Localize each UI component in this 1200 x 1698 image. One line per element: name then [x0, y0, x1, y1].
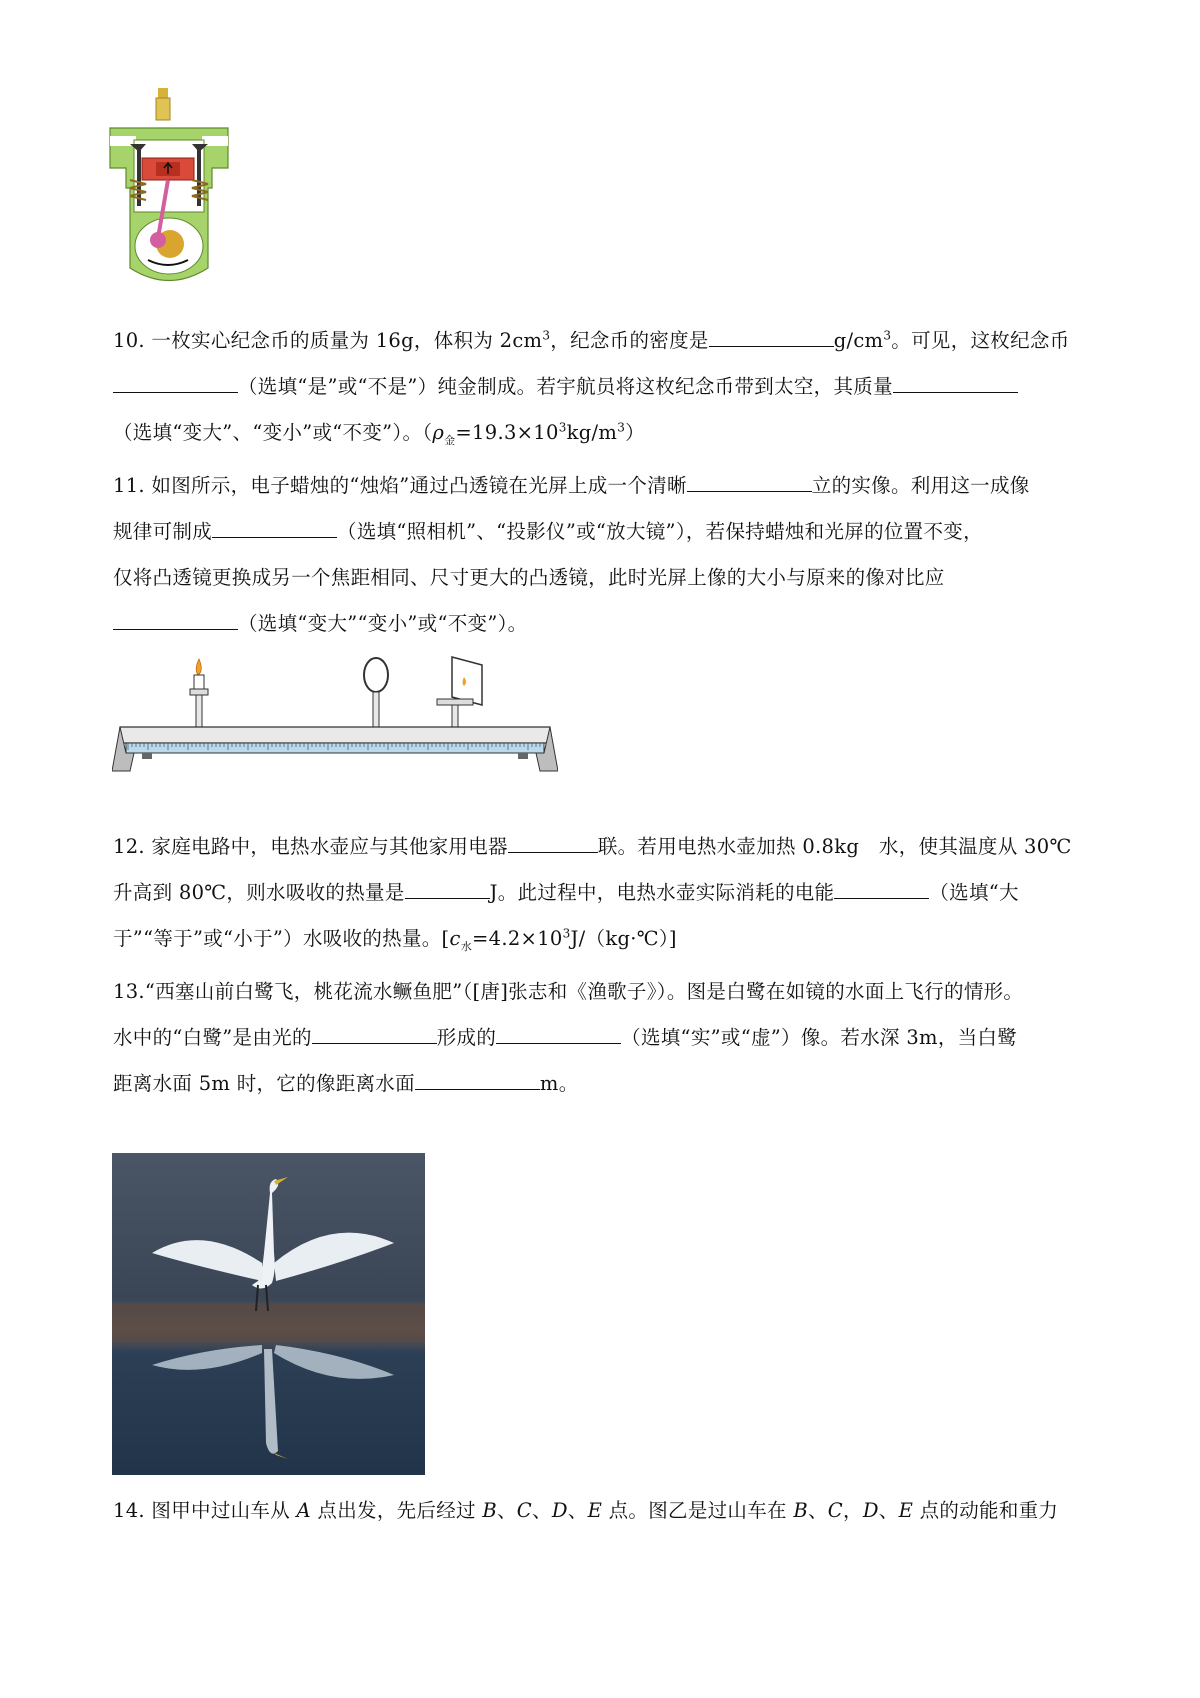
q11-number: 11.: [113, 474, 145, 497]
q14-number: 14.: [113, 1499, 145, 1522]
q10-number: 10.: [113, 329, 145, 352]
q13-blank-distance[interactable]: [415, 1067, 540, 1090]
q13-blank-light[interactable]: [312, 1021, 437, 1044]
q12-number: 12.: [113, 835, 145, 858]
q12-blank-heat[interactable]: [405, 876, 490, 899]
question-13: 13.“西塞山前白鹭飞，桃花流水鳜鱼肥”（[唐]张志和《渔歌子》）。图是白鹭在如镜的水面上飞行的情形。 水中的“白鹭”是由光的 形成的 （选填“实”或“虚”）像。若水深 3m，当白鹭 距离水面 5m 时，它的像距离水面 m。: [113, 980, 1024, 1095]
q11-blank-orientation[interactable]: [687, 469, 812, 492]
optical-bench-diagram: [112, 655, 558, 795]
q13-blank-image-type[interactable]: [496, 1021, 621, 1044]
question-12: 12. 家庭电路中，电热水壶应与其他家用电器 联。若用电热水壶加热 0.8kg 水，使其温度从 30℃ 升高到 80℃，则水吸收的热量是 J。此过程中，电热水壶实际消耗的电能 （选填“大 于”“等于”或“小于”）水吸收的热量。$[c_水=4.2\times 10^3J/(kg\cdot℃)]$: [113, 824, 1103, 962]
q10-text: 一枚实心纪念币的质量为 16g，体积为 2cm: [151, 329, 543, 352]
question-14: 14. 图甲中过山车从 A 点出发，先后经过 B、C、D、E 点。图乙是过山车在 B、C，D、E 点的动能和重力: [113, 1499, 1059, 1522]
engine-diagram: [108, 88, 230, 288]
q13-number: 13.: [113, 980, 145, 1003]
egret-photo: [112, 1153, 425, 1475]
q11-blank-size[interactable]: [113, 607, 238, 630]
q12-blank-compare[interactable]: [834, 876, 929, 899]
question-11: 11. 如图所示，电子蜡烛的“烛焰”通过凸透镜在光屏上成一个清晰 立的实像。利用这一成像 规律可制成 （选填“照相机”、“投影仪”或“放大镜”），若保持蜡烛和光屏的位置不变， 仅将凸透镜更换成另一个焦距相同、尺寸更大的凸透镜，此时光屏上像的大小与原来的像对比应 （选填“变大”“变小”或“不变”）。: [113, 463, 1103, 647]
q10-blank-mass[interactable]: [893, 370, 1018, 393]
q11-blank-device[interactable]: [212, 515, 337, 538]
q12-blank-connection[interactable]: [508, 830, 598, 853]
q10-blank-gold[interactable]: [113, 370, 238, 393]
question-10: 10. 一枚实心纪念币的质量为 16g，体积为 $2cm^3$，纪念币的密度是 $g/cm^3$。可见，这枚纪念币 （选填“是”或“不是”）纯金制成。若宇航员将这枚纪念币带到太空，其质量 （选填“变大”、“变小”或“不变”）。$(\rho_金=19.3\times 10^3kg/m^3)$: [113, 318, 1103, 456]
q10-blank-density[interactable]: [709, 324, 834, 347]
